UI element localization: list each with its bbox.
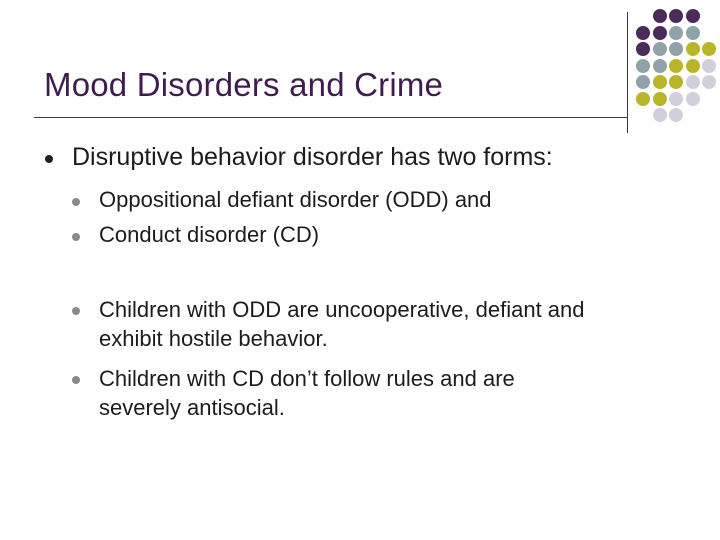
decorative-dot	[669, 59, 683, 73]
decorative-dot	[636, 75, 650, 89]
decorative-dot	[669, 75, 683, 89]
decorative-vertical-line	[627, 12, 628, 133]
decorative-dot	[653, 59, 667, 73]
sub-bullet-marker	[72, 233, 80, 241]
sub-bullet-line: Conduct disorder (CD)	[99, 222, 320, 247]
decorative-dot	[702, 75, 716, 89]
decorative-dot	[636, 59, 650, 73]
decorative-dot	[636, 26, 650, 40]
sub-bullet-marker	[72, 307, 80, 315]
decorative-dot	[669, 9, 683, 23]
decorative-dot	[686, 42, 700, 56]
bullet-text: Disruptive behavior disorder has two forms:	[72, 143, 553, 171]
decorative-dot	[669, 26, 683, 40]
decorative-dot	[686, 59, 700, 73]
sub-bullet-line: severely antisocial.	[99, 395, 285, 420]
sub-bullet-line: exhibit hostile behavior.	[99, 326, 328, 351]
decorative-dot	[653, 92, 667, 106]
decorative-dot	[686, 75, 700, 89]
title-underline	[34, 117, 628, 118]
decorative-dot	[686, 92, 700, 106]
sub-bullet-marker	[72, 376, 80, 384]
sub-bullet-line: Oppositional defiant disorder (ODD) and	[99, 187, 492, 212]
decorative-dot	[653, 75, 667, 89]
decorative-dot	[653, 42, 667, 56]
decorative-dot	[636, 92, 650, 106]
sub-bullet-line: Children with CD don’t follow rules and are	[99, 366, 515, 391]
sub-bullet-line: Children with ODD are uncooperative, defiant and	[99, 297, 585, 322]
decorative-dot	[686, 26, 700, 40]
bullet-marker	[45, 155, 53, 163]
decorative-dot	[653, 9, 667, 23]
decorative-dot	[686, 9, 700, 23]
decorative-dot	[653, 26, 667, 40]
decorative-dot	[669, 108, 683, 122]
slide-title: Mood Disorders and Crime	[44, 66, 444, 103]
decorative-dot	[702, 59, 716, 73]
decorative-dot	[702, 42, 716, 56]
decorative-dot	[669, 42, 683, 56]
decorative-dot	[669, 92, 683, 106]
sub-bullet-marker	[72, 198, 80, 206]
decorative-dot	[653, 108, 667, 122]
decorative-dot	[636, 42, 650, 56]
